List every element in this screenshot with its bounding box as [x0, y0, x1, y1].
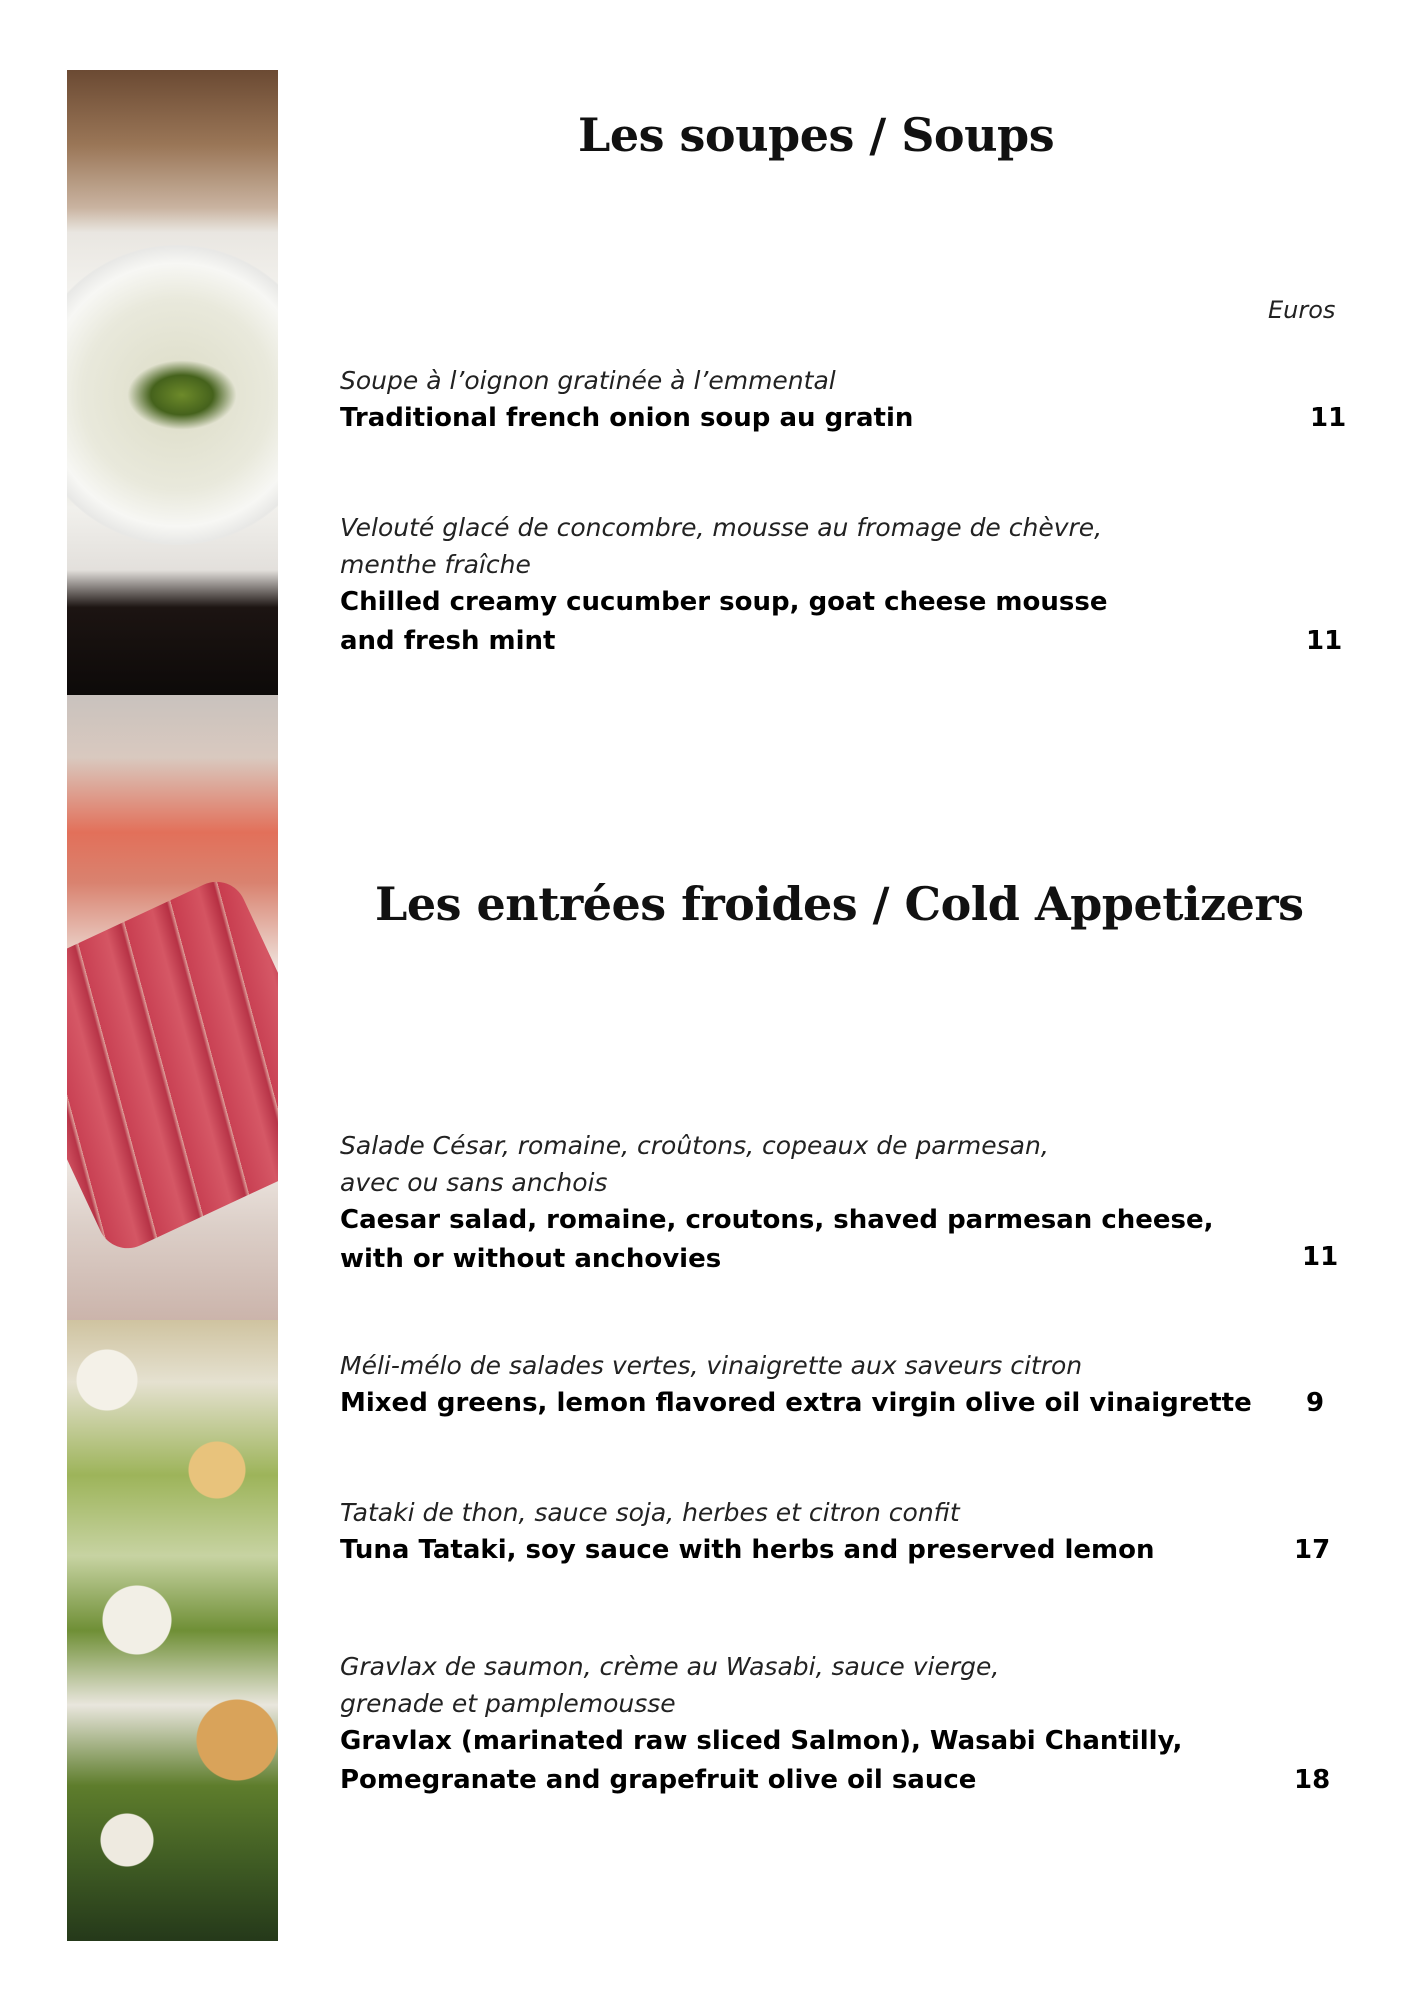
item-french-description: Méli-mélo de salades vertes, vinaigrette aux saveurs citron [340, 1351, 1083, 1380]
item-french-description-line2: menthe fraîche [340, 550, 531, 579]
currency-label: Euros [1268, 296, 1336, 324]
item-french-description-line1: Velouté glacé de concombre, mousse au fromage de chèvre, [340, 513, 1103, 542]
menu-item-cucumber-soup [340, 509, 1343, 661]
item-english-description-line1: Gravlax (marinated raw sliced Salmon), Wasabi Chantilly, [340, 1726, 1183, 1756]
soup-photo [67, 70, 278, 695]
item-english-description: Tuna Tataki, soy sauce with herbs and preserved lemon [340, 1535, 1155, 1565]
item-french-description-line1: Gravlax de saumon, crème au Wasabi, sauce vierge, [340, 1652, 1000, 1681]
item-french-description-line2: avec ou sans anchois [340, 1168, 608, 1197]
item-price: 11 [1310, 403, 1347, 433]
item-price: 17 [1294, 1535, 1331, 1565]
item-french-description: Tataki de thon, sauce soja, herbes et citron confit [340, 1498, 960, 1527]
menu-item-tuna-tataki [340, 1494, 1340, 1570]
item-french-description-line2: grenade et pamplemousse [340, 1689, 676, 1718]
item-english-description: Mixed greens, lemon flavored extra virgin olive oil vinaigrette [340, 1388, 1252, 1418]
tuna-slices [67, 872, 278, 1258]
tuna-photo [67, 695, 278, 1320]
item-french-description: Soupe à l’oignon gratinée à l’emmental [340, 366, 836, 395]
item-price: 9 [1306, 1388, 1325, 1418]
item-english-description-line2: and fresh mint [340, 626, 556, 656]
item-english-description-line1: Caesar salad, romaine, croutons, shaved parmesan cheese, [340, 1205, 1214, 1235]
item-english-description-line2: Pomegranate and grapefruit olive oil sauce [340, 1765, 977, 1795]
salad-photo [67, 1320, 278, 1941]
menu-item-caesar-salad [340, 1127, 1340, 1279]
mint-garnish [127, 360, 237, 430]
cold-appetizers-title: Les entrées froides / Cold Appetizers [375, 877, 1304, 931]
item-price: 11 [1302, 1242, 1339, 1272]
item-french-description-line1: Salade César, romaine, croûtons, copeaux de parmesan, [340, 1131, 1049, 1160]
item-english-description: Traditional french onion soup au gratin [340, 403, 914, 433]
menu-item-salmon-gravlax [340, 1648, 1340, 1800]
item-price: 11 [1306, 626, 1343, 656]
photo-strip [67, 70, 278, 1941]
menu-item-onion-soup [340, 362, 1347, 438]
item-english-description-line2: with or without anchovies [340, 1244, 722, 1274]
item-english-description-line1: Chilled creamy cucumber soup, goat cheese mousse [340, 587, 1108, 617]
item-price: 18 [1294, 1765, 1331, 1795]
salad-texture [67, 1320, 278, 1941]
menu-item-mixed-greens [340, 1347, 1340, 1423]
soups-title: Les soupes / Soups [578, 108, 1055, 162]
